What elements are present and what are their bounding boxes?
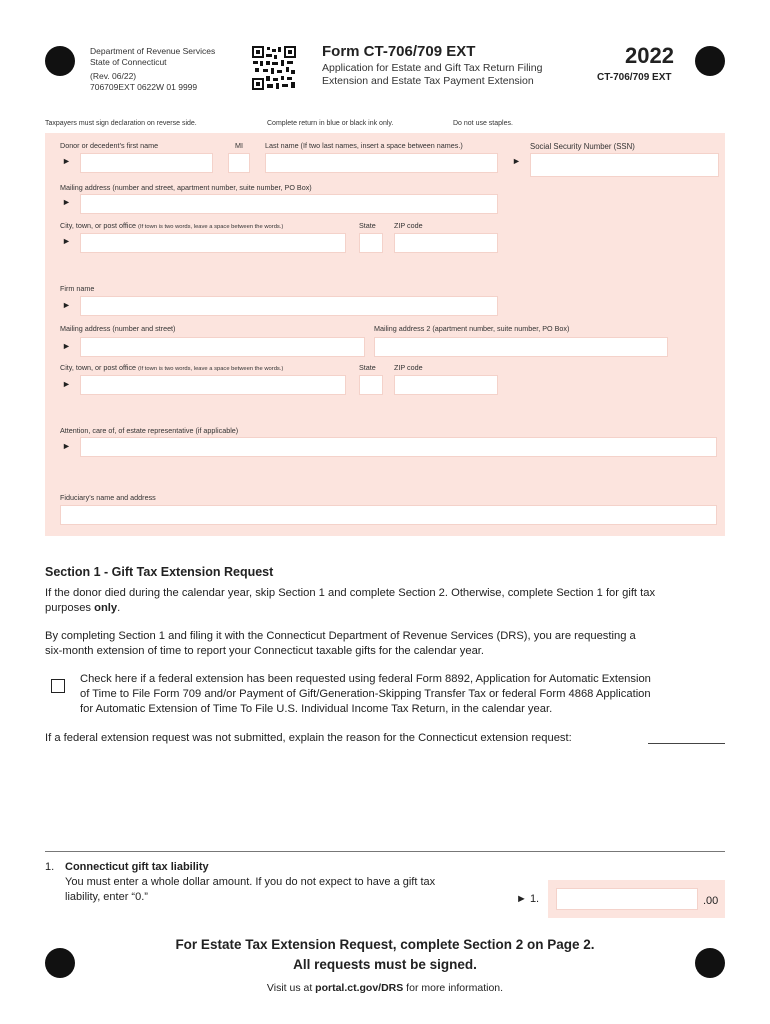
footer-line-2: All requests must be signed. [293,957,477,972]
line1-desc-a: You must enter a whole dollar amount. If you do not expect to have a gift tax [65,876,436,888]
firm-state-label: State [359,363,376,372]
city-note: (If town is two words, leave a space between the words.) [138,224,284,230]
line1-text [65,860,495,905]
firm-mailing-label: Mailing address (number and street) [60,324,176,333]
sign-notice: Taxpayers must sign declaration on reverse side. [45,120,197,127]
arrow-icon: ► [62,236,71,246]
firm-city-label [60,363,283,372]
section1-title: Section 1 - Gift Tax Extension Request [45,565,274,579]
firm-mailing-field[interactable] [80,337,365,357]
para2-line-a: By completing Section 1 and filing it with the Connecticut Department of Revenue Services (DRS), you are requesting a [45,630,636,642]
ssn-field[interactable] [530,153,719,177]
firm-name-label: Firm name [60,284,95,293]
line1-number: 1. [45,861,55,873]
registration-mark-top-left [45,46,75,76]
firm-state-field[interactable] [359,375,383,395]
arrow-icon: ► [62,156,71,166]
city-label-text: City, town, or post office [60,221,137,230]
subtitle-line-1: Application for Estate and Gift Tax Return Filing [322,62,543,74]
explain-prompt: If a federal extension request was not submitted, explain the reason for the Connecticut extension request: [45,732,572,744]
federal-extension-checkbox[interactable] [51,679,65,693]
line1-ref: ► 1. [516,893,540,905]
fiduciary-field[interactable] [60,505,717,525]
firm-city-field[interactable] [80,375,346,395]
first-name-field[interactable] [80,153,213,173]
visit-suffix: for more information. [403,982,504,994]
firm-mailing2-label: Mailing address 2 (apartment number, suite number, PO Box) [374,324,570,333]
arrow-icon: ► [62,197,71,207]
city-field[interactable] [80,233,346,253]
attention-label: Attention, care of, of estate representative (if applicable) [60,426,239,435]
zip-label: ZIP code [394,221,423,230]
line1-desc-b: liability, enter “0.” [65,891,148,903]
mailing-address-field[interactable] [80,194,498,214]
revision-line: (Rev. 06/22) [90,71,137,81]
firm-mailing2-field[interactable] [374,337,668,357]
registration-mark-bottom-left [45,948,75,978]
para2-line-b: six-month extension of time to report your Connecticut taxable gifts for the calendar year. [45,645,485,657]
line1-amount-field[interactable] [556,888,698,910]
ink-notice: Complete return in blue or black ink only. [267,120,394,127]
subtitle-line-2: Extension and Estate Tax Payment Extension [322,75,534,87]
department-info [90,46,215,93]
ssn-label: Social Security Number (SSN) [530,142,635,151]
section1-paragraph-1 [45,586,735,616]
last-name-field[interactable] [265,153,498,173]
staples-notice: Do not use staples. [453,120,513,127]
arrow-icon: ► [62,300,71,310]
mi-field[interactable] [228,153,250,173]
explain-line-1[interactable] [648,743,725,744]
registration-mark-bottom-right [695,948,725,978]
visit-prefix: Visit us at [266,982,316,994]
drs-website-link[interactable]: portal.ct.gov/DRS [315,982,404,994]
para1-line-b: purposes only. [45,602,121,614]
line1-title: Connecticut gift tax liability [65,861,209,873]
mailing-address-label: Mailing address (number and street, apartment number, suite number, PO Box) [60,183,312,192]
firm-city-label-text: City, town, or post office [60,363,137,372]
footer-line-1: For Estate Tax Extension Request, complete Section 2 on Page 2. [175,937,595,952]
tax-year: 2022 [625,43,674,68]
footer-instructions [100,935,670,975]
attention-field[interactable] [80,437,717,457]
footer-visit [100,982,670,994]
arrow-icon: ► [62,441,71,451]
firm-zip-label: ZIP code [394,363,423,372]
para1-text: purposes [45,602,95,614]
form-code-line: 706709EXT 0622W 01 9999 [90,82,198,92]
state-field[interactable] [359,233,383,253]
explain-line-end [45,851,725,852]
first-name-label: Donor or decedent’s first name [60,141,159,150]
registration-mark-top-right [695,46,725,76]
form-subtitle [322,62,542,88]
arrow-icon: ► [62,341,71,351]
firm-city-note: (If town is two words, leave a space between the words.) [138,366,284,372]
section1-paragraph-2 [45,629,735,659]
para1-emphasis: only [94,602,118,614]
form-code: CT-706/709 EXT [597,72,672,83]
dept-line-1: Department of Revenue Services [90,46,216,56]
dept-line-2: State of Connecticut [90,57,167,67]
fiduciary-label: Fiduciary’s name and address [60,493,156,502]
state-label: State [359,221,376,230]
city-label [60,221,283,230]
qr-code-icon [252,46,296,90]
form-title: Form CT-706/709 EXT [322,43,476,60]
federal-extension-text [80,672,730,717]
arrow-icon: ► [62,379,71,389]
zip-field[interactable] [394,233,498,253]
firm-name-field[interactable] [80,296,498,316]
firm-zip-field[interactable] [394,375,498,395]
line1-cents: .00 [703,895,719,907]
last-name-label: Last name (If two last names, insert a space between names.) [265,141,463,150]
check-line-b: of Time to File Form 709 and/or Payment of Gift/Generation-Skipping Transfer Tax or federal Form 4868 Application [80,688,651,700]
para1-line-a: If the donor died during the calendar year, skip Section 1 and complete Section 2. Otherwise, complete Section 1 for gift tax [45,587,656,599]
check-line-a: Check here if a federal extension has been requested using federal Form 8892, Application for Automatic Extension [80,673,651,685]
mi-label: MI [235,141,243,150]
check-line-c: for Automatic Extension of Time To File U.S. Individual Income Tax Return, in the calendar year. [80,703,553,715]
arrow-icon: ► [512,156,521,166]
